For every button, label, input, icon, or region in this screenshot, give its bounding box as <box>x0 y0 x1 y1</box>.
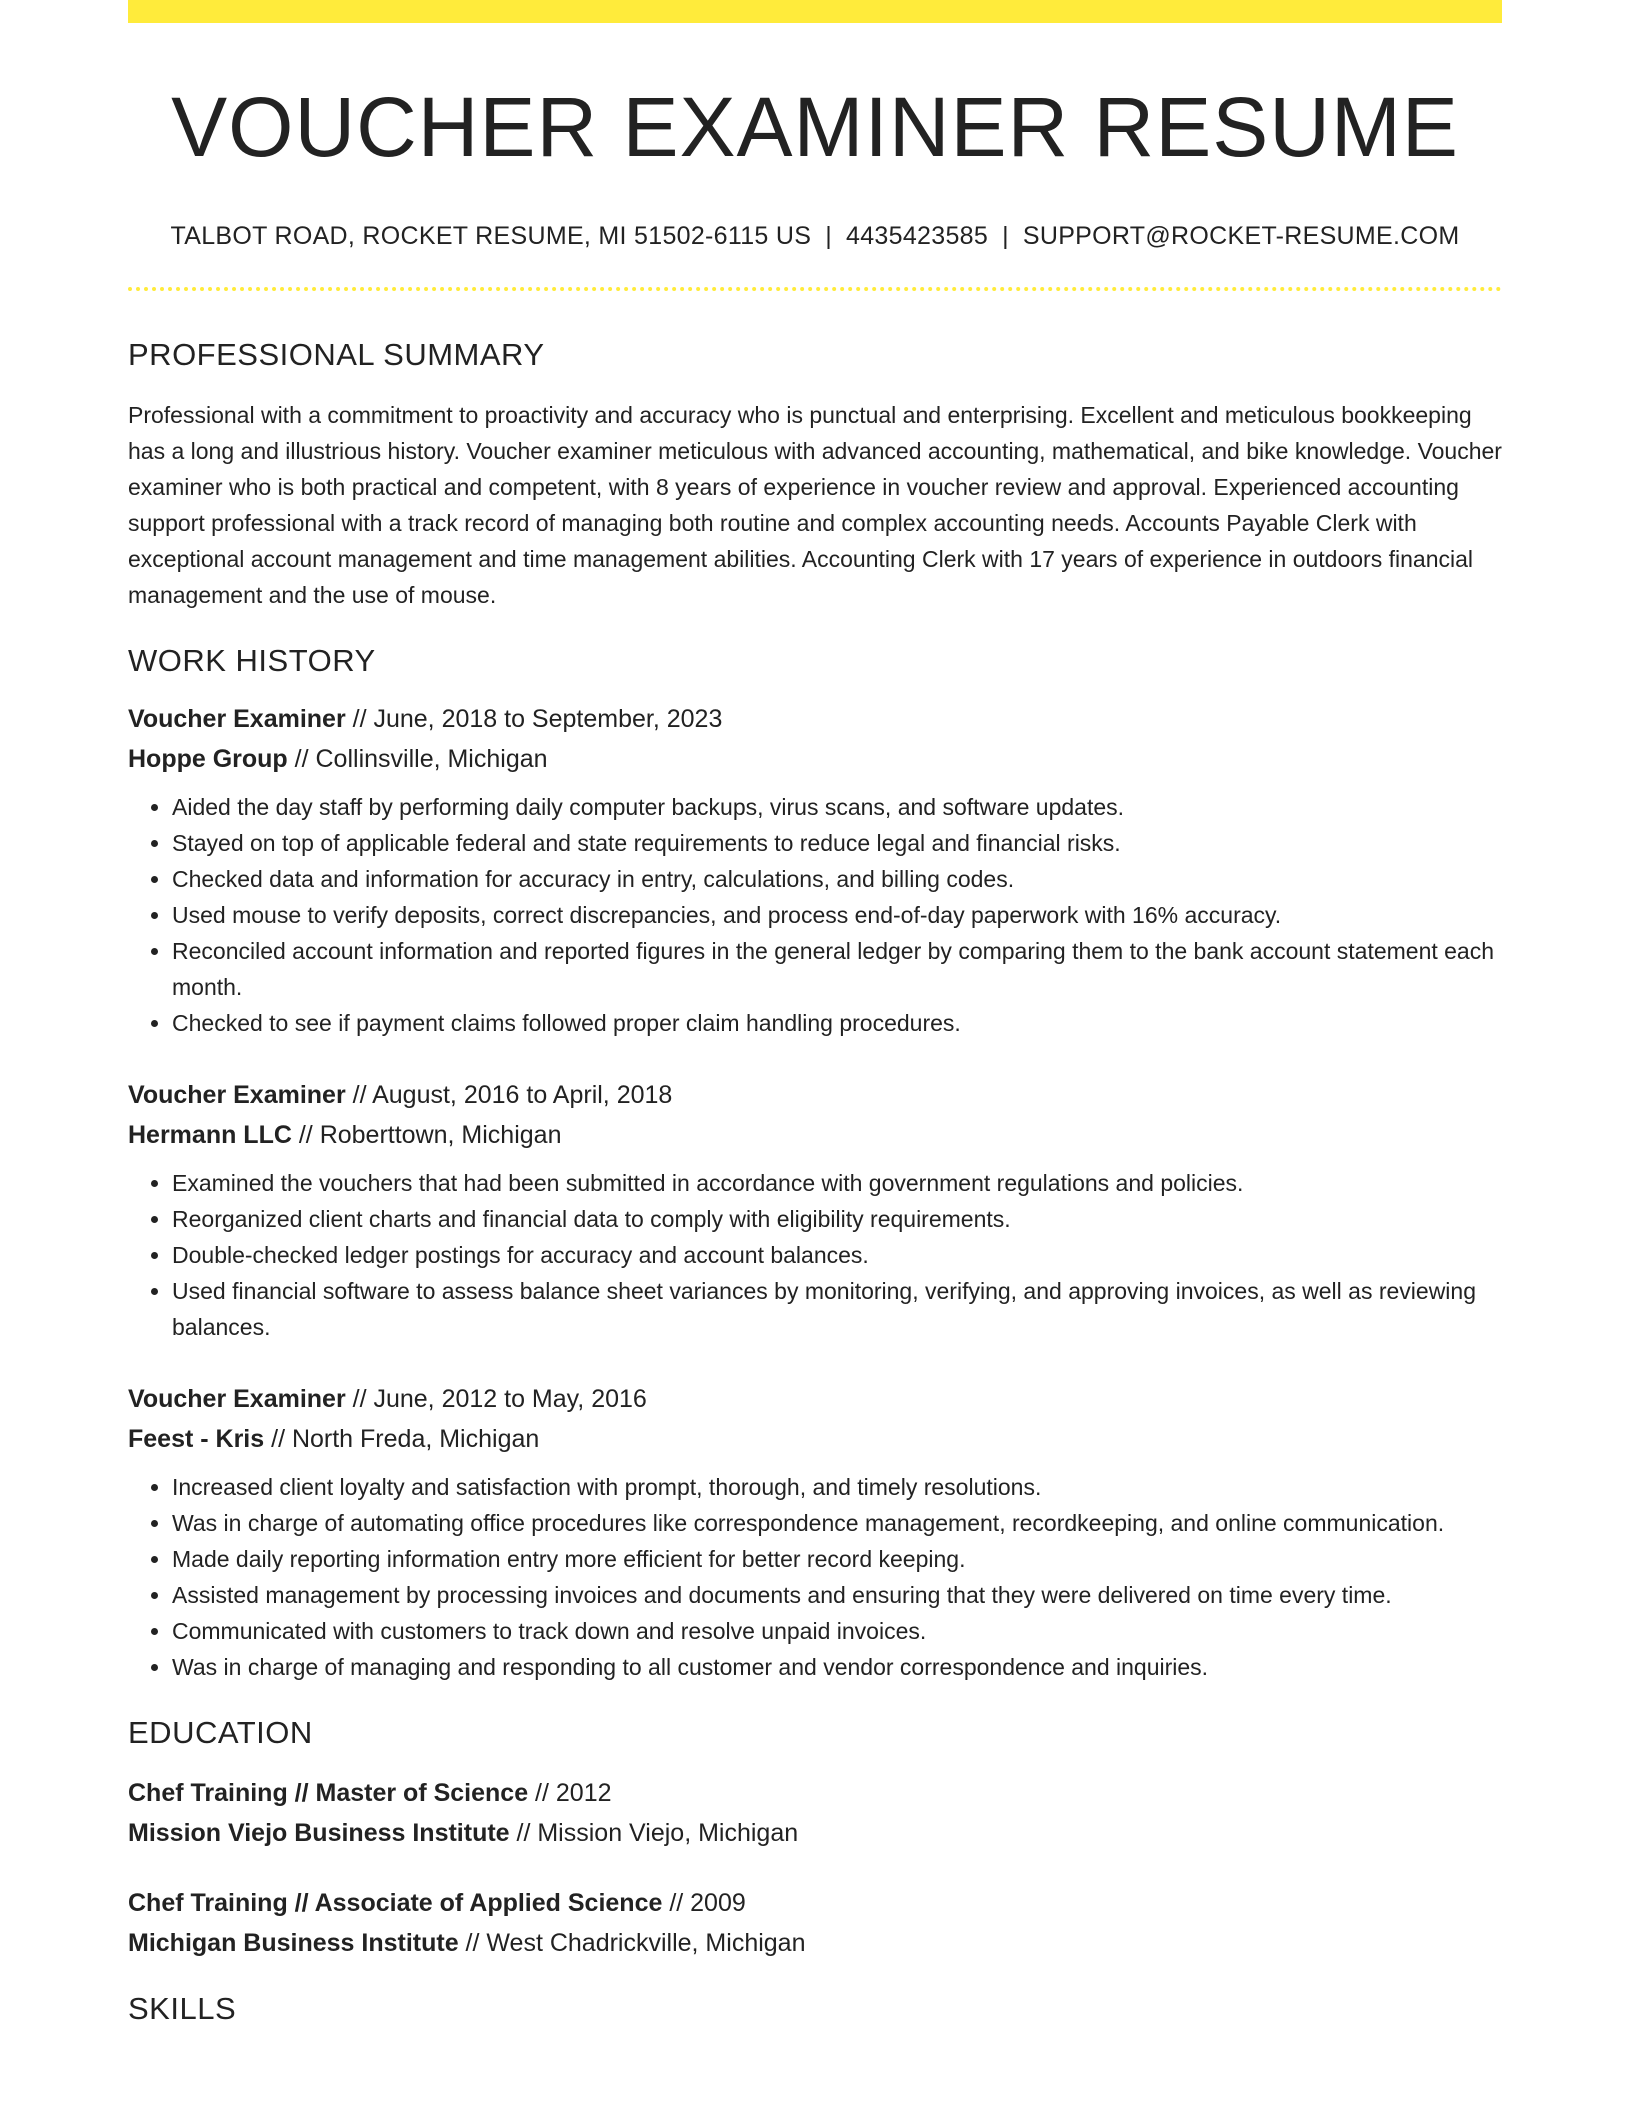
job-company: Feest - Kris <box>128 1425 265 1454</box>
job-bullet: • Assisted management by processing invoices and documents and ensuring that they were delivered on time every time. <box>172 1577 1502 1613</box>
contact-phone: 4435423585 <box>846 222 989 251</box>
contact-address: TALBOT ROAD, ROCKET RESUME, MI 51502-6115 US <box>170 222 812 251</box>
job-bullet: • Reconciled account information and reported figures in the general ledger by comparing them to the bank account statement each month. <box>172 933 1502 1005</box>
education-year: // 2009 <box>662 1889 746 1918</box>
job-bullets <box>128 1165 1502 1345</box>
job-bullets <box>128 789 1502 1041</box>
education-heading: EDUCATION <box>128 1715 313 1751</box>
job-title-line <box>128 1379 1502 1419</box>
education-degree-line <box>128 1773 1502 1813</box>
job-bullet: • Was in charge of managing and responding to all customer and vendor correspondence and inquiries. <box>172 1649 1502 1685</box>
job-bullet: • Stayed on top of applicable federal and state requirements to reduce legal and financial risks. <box>172 825 1502 861</box>
contact-email: SUPPORT@ROCKET-RESUME.COM <box>1022 222 1460 251</box>
job-location: // Roberttown, Michigan <box>291 1121 562 1150</box>
education-entry <box>128 1883 1502 1963</box>
job-entry <box>128 1075 1502 1345</box>
job-bullet: • Examined the vouchers that had been submitted in accordance with government regulations and policies. <box>172 1165 1502 1201</box>
job-bullets <box>128 1469 1502 1685</box>
header-divider <box>128 287 1502 291</box>
job-title: Voucher Examiner <box>128 705 346 734</box>
job-bullet: • Aided the day staff by performing daily computer backups, virus scans, and software updates. <box>172 789 1502 825</box>
job-title: Voucher Examiner <box>128 1081 346 1110</box>
job-company-line <box>128 1419 1502 1459</box>
summary-heading: PROFESSIONAL SUMMARY <box>128 337 545 373</box>
job-title-line <box>128 699 1502 739</box>
job-bullet: • Communicated with customers to track down and resolve unpaid invoices. <box>172 1613 1502 1649</box>
job-title-line <box>128 1075 1502 1115</box>
education-school-line <box>128 1923 1502 1963</box>
job-company-line <box>128 739 1502 779</box>
education-location: // West Chadrickville, Michigan <box>458 1929 806 1958</box>
education-school: Mission Viejo Business Institute <box>128 1819 510 1848</box>
job-location: // Collinsville, Michigan <box>287 745 548 774</box>
resume-page <box>128 0 1502 2027</box>
job-bullet: • Double-checked ledger postings for accuracy and account balances. <box>172 1237 1502 1273</box>
job-bullet: • Reorganized client charts and financial data to comply with eligibility requirements. <box>172 1201 1502 1237</box>
job-title: Voucher Examiner <box>128 1385 346 1414</box>
job-bullet: • Was in charge of automating office procedures like correspondence management, recordkeeping, and online communication. <box>172 1505 1502 1541</box>
skills-heading: SKILLS <box>128 1991 237 2027</box>
job-entry <box>128 1379 1502 1685</box>
job-dates: // August, 2016 to April, 2018 <box>345 1081 673 1110</box>
job-dates: // June, 2012 to May, 2016 <box>345 1385 647 1414</box>
contact-line <box>128 222 1502 251</box>
job-bullet: • Used mouse to verify deposits, correct discrepancies, and process end-of-day paperwork with 16% accuracy. <box>172 897 1502 933</box>
work-history-heading: WORK HISTORY <box>128 643 376 679</box>
top-accent-bar <box>128 0 1502 23</box>
job-company: Hoppe Group <box>128 745 288 774</box>
education-degree: Chef Training // Master of Science <box>128 1779 529 1808</box>
education-degree-line <box>128 1883 1502 1923</box>
job-dates: // June, 2018 to September, 2023 <box>345 705 723 734</box>
education-year: // 2012 <box>528 1779 612 1808</box>
job-bullet: • Made daily reporting information entry more efficient for better record keeping. <box>172 1541 1502 1577</box>
job-company: Hermann LLC <box>128 1121 292 1150</box>
job-bullet: • Checked data and information for accuracy in entry, calculations, and billing codes. <box>172 861 1502 897</box>
education-location: // Mission Viejo, Michigan <box>509 1819 799 1848</box>
contact-separator: | <box>825 222 833 251</box>
job-entry <box>128 699 1502 1041</box>
job-bullet: • Used financial software to assess balance sheet variances by monitoring, verifying, and approving invoices, as well as reviewing balances. <box>172 1273 1502 1345</box>
job-bullet: • Checked to see if payment claims followed proper claim handling procedures. <box>172 1005 1502 1041</box>
resume-title: VOUCHER EXAMINER RESUME <box>171 80 1459 174</box>
education-school: Michigan Business Institute <box>128 1929 459 1958</box>
job-bullet: • Increased client loyalty and satisfaction with prompt, thorough, and timely resolutions. <box>172 1469 1502 1505</box>
education-entry <box>128 1773 1502 1853</box>
contact-separator: | <box>1002 222 1009 251</box>
summary-text: Professional with a commitment to proactivity and accuracy who is punctual and enterprising. Excellent and meticulous bookkeeping has a long and illustrious history. Voucher examiner meticulous with advanced accounting, mathematical, and bike knowledge. Voucher examiner who is both practical and competent, with 8 years of experience in voucher review and approval. Experienced accounting support professional with a track record of managing both routine and complex accounting needs. Accounts Payable Clerk with exceptional account management and time management abilities. Accounting Clerk with 17 years of experience in outdoors financial management and the use of mouse. <box>128 402 1502 609</box>
job-location: // North Freda, Michigan <box>264 1425 540 1454</box>
education-school-line <box>128 1813 1502 1853</box>
education-degree: Chef Training // Associate of Applied Science <box>128 1889 663 1918</box>
job-company-line <box>128 1115 1502 1155</box>
